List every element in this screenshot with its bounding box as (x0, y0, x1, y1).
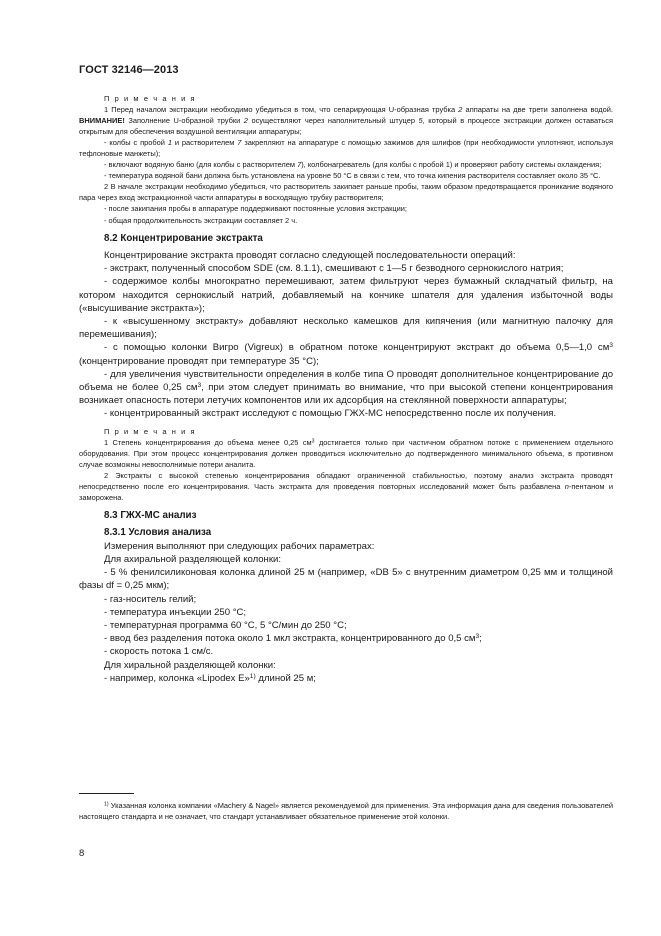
notes-title: П р и м е ч а н и я (104, 94, 197, 103)
section-8-3-1-line-4: - газ-носитель гелий; (104, 593, 197, 605)
section-8-3-1-line-9: Для хиральной разделяющей колонки: (104, 659, 276, 671)
section-8-3-1-line-2: Для ахиральной разделяющей колонки: (104, 553, 281, 565)
note-1-bullet-3: - температура водяной бани должна быть установлена на уровне 50 °С в связи с тем, что точка кипения растворителя составляет около 35 °С. (104, 171, 601, 181)
section-8-2-step-1: - экстракт, полученный способом SDE (см. 8.1.1), смешивают с 1—5 г безводного сернокислого натрия; (104, 263, 564, 275)
footnote-mark: 1) (104, 801, 109, 808)
section-8-3-1-line-5: - температура инъекции 250 °С; (104, 606, 247, 618)
footnote (79, 800, 613, 822)
section-8-3-1-line-7: - ввод без разделения потока около 1 мкл экстракта, концентрированного до 0,5 $см^3$; (104, 633, 482, 645)
section-8-3-1-line-1: Измерения выполняют при следующих рабочих параметрах: (104, 540, 375, 552)
section-8-3-1-title: 8.3.1 Условия анализа (104, 527, 212, 539)
note-1-bullet-2: - включают водяную баню (для колбы с растворителем 7), колбонагреватель (для колбы с пробой 1) и проверяют работу системы охлаждения; (104, 160, 602, 170)
note-2: 2 В начале экстракции необходимо убедиться, что растворитель закипает раньше пробы, таким образом предотвращается проникание водяного пара через вход экстракционной части аппаратуры в восходящую трубку растворителя; (79, 182, 613, 203)
note-8-2-1: 1 Степень концентрирования до объема менее 0,25 $см^3$ достигается только при частичном обратном потоке с применением отдельного оборудования. При этом процесс концентрирования должен проводиться исключительно до подтвержденного минимального объема, в противном случае возможны невосполнимые потери аналита. (79, 437, 613, 469)
footnote-divider (79, 793, 134, 794)
note-1-bullet-1: - колбы с пробой 1 и растворителем 7 закрепляют на аппаратуре с помощью зажимов для шлифов (при необходимости уплотняют, используя тефлоновые манжеты); (79, 138, 613, 159)
note-8-2-2: 2 Экстракты с высокой степенью концентрирования обладают ограниченной стабильностью, поэтому анализ экстракта проводят непосредственно после его концентрирования. Часть экстракта для проведения повторных исследований может быть разбавлена n-пентаном и заморожена. (79, 470, 613, 502)
notes-title-2: П р и м е ч а н и я (104, 426, 197, 436)
section-8-3-title: 8.3 ГЖХ-МС анализ (104, 509, 197, 521)
section-8-2-title: 8.2 Концентрирование экстракта (104, 232, 263, 244)
section-8-3-1-line-8: - скорость потока 1 см/с. (104, 646, 214, 658)
section-8-2-intro: Концентрирование экстракта проводят согласно следующей последовательности операций: (104, 249, 516, 261)
section-8-2-step-2: - содержимое колбы многократно перемешивают, затем фильтруют через бумажный складчатый фильтр, на котором находится сернокислый натрий, добавляемый на кончике шпателя для удаления избыточной воды («высушивание экстракта»); (79, 276, 613, 314)
section-8-2-step-6: - концентрированный экстракт исследуют с помощью ГЖХ-МС непосредственно после их получения. (104, 408, 557, 420)
section-8-2-step-4: - с помощью колонки Вигро (Vigreux) в обратном потоке концентрируют экстракт до объема 0,5—1,0 $см^3$ (концентрирование проводят при температуре 35 °С); (79, 342, 613, 367)
page-header: ГОСТ 32146—2013 (79, 64, 179, 76)
section-8-3-1-line-10: - например, колонка «Lipodex E»$^{1)}$ длиной 25 м; (104, 672, 316, 684)
section-8-3-1-line-6: - температурная программа 60 °С, 5 °С/мин до 250 °С; (104, 619, 347, 631)
section-8-2-step-3: - к «высушенному экстракту» добавляют несколько камешков для кипячения (или магнитную палочку для перемешивания); (79, 315, 613, 341)
page-body (79, 93, 613, 685)
section-8-2-step-5: - для увеличения чувствительности определения в колбе типа О проводят дополнительное концентрирование до объема не более 0,25 $см^3$, при этом следует принимать во внимание, что при высокой степени концентрирования возникает опасность потери летучих компонентов или их адсорбция на стеклянной поверхности аппаратуры; (79, 368, 613, 407)
section-8-3-1-line-3: - 5 % фенилсиликоновая колонка длиной 25 м (например, «DB 5» с внутренним диаметром 0,25 мм и толщиной фазы df = 0,25 мкм); (79, 567, 613, 592)
note-2-bullet-2: - общая продолжительность экстракции составляет 2 ч. (104, 215, 298, 225)
footnote-text: $^{1)}$ Указанная колонка компании «Machery & Nagel» является рекомендуемой для применения. Эта информация дана для сведения пользователей настоящего стандарта и не означает, что стандарт устанавливает обязательное применение этой колонки. (79, 801, 613, 822)
note-1: 1 Перед началом экстракции необходимо убедиться в том, что сепарирующая U-образная трубка 2 аппараты на две трети заполнена водой. ВНИМАНИЕ! Заполнение U-образной трубки 2 осуществляют через наполнительный штуцер 5, который в процессе экстракции должен оставаться открытым для обеспечения воздушной вентиляции аппаратуры; (79, 105, 613, 137)
note-2-bullet-1: - после закипания пробы в аппаратуре поддерживают постоянные условия экстракции; (104, 204, 407, 214)
page-number: 8 (79, 848, 85, 859)
